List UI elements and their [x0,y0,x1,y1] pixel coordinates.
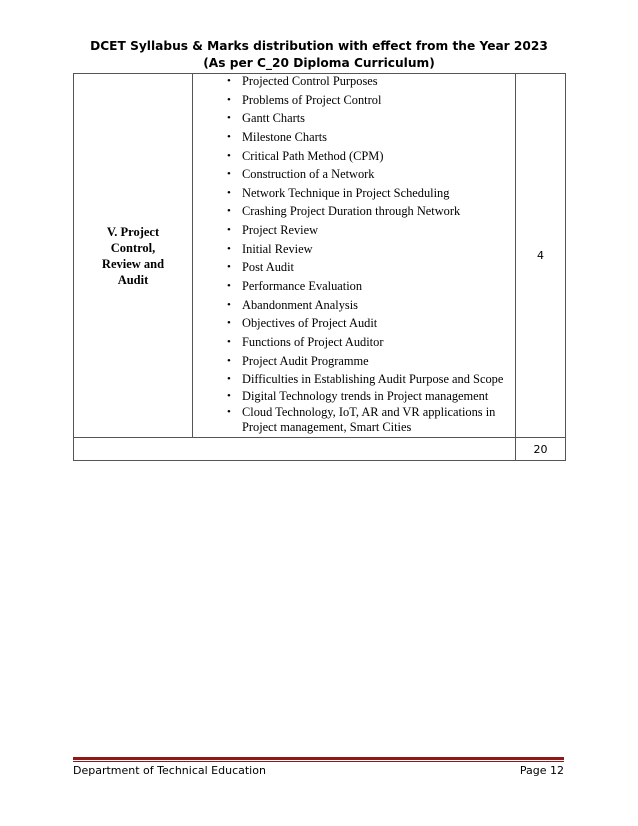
bullet-icon: • [227,335,231,348]
list-item [193,223,515,238]
topic-text: Milestone Charts [242,129,328,144]
bullet-icon: • [227,261,231,274]
topic-text: Problems of Project Control [242,92,382,107]
footer-department: Department of Technical Education [73,764,266,777]
topics-list [193,74,515,435]
hours-cell: 4 [516,74,566,438]
topic-text: Abandonment Analysis [242,297,358,312]
bullet-icon: • [227,224,231,237]
topic-text: Cloud Technology, IoT, AR and VR applications in Project management, Smart Cities [242,405,496,435]
bullet-icon: • [227,93,231,106]
list-item [193,204,515,219]
topic-text: Performance Evaluation [242,279,363,294]
list-item [193,316,515,331]
list-item [193,93,515,108]
topic-text: Functions of Project Auditor [242,334,384,349]
bullet-icon: • [227,373,231,386]
topic-text: Post Audit [242,260,294,275]
table-row [74,74,566,438]
list-item [193,167,515,182]
bullet-icon: • [227,186,231,199]
total-row [74,438,566,461]
list-item [193,74,515,89]
bullet-icon: • [227,205,231,218]
topic-text: Digital Technology trends in Project management [242,388,489,403]
bullet-icon: • [227,389,231,402]
list-item [193,298,515,313]
bullet-icon: • [227,75,231,87]
bullet-icon: • [227,406,231,419]
list-item [193,149,515,164]
total-label-cell [74,438,516,461]
list-item [193,405,515,435]
list-item [193,372,515,387]
topic-text: Project Audit Programme [242,353,369,368]
unit-title-line: V. Project [106,224,160,239]
list-item [193,279,515,294]
total-cell: 20 [516,438,566,461]
unit-title-line: Review and [101,256,165,271]
list-item [193,260,515,275]
unit-title-line: Audit [117,272,149,287]
topic-text: Network Technique in Project Scheduling [242,185,450,200]
topic-text: Construction of a Network [242,167,375,182]
topic-text: Project Review [242,223,319,238]
topic-text: Critical Path Method (CPM) [242,148,384,163]
bullet-icon: • [227,168,231,181]
header-title: DCET Syllabus & Marks distribution with effect from the Year 2023 [90,39,548,53]
bullet-icon: • [227,354,231,367]
topic-text: Initial Review [242,241,313,256]
topics-cell [193,74,516,438]
syllabus-table [73,73,566,461]
bullet-icon: • [227,298,231,311]
topic-text: Objectives of Project Audit [242,316,378,331]
list-item [193,242,515,257]
unit-title-line: Control, [110,240,156,255]
topic-text: Difficulties in Establishing Audit Purpose and Scope [242,372,504,387]
list-item [193,335,515,350]
topic-text: Projected Control Purposes [242,74,378,88]
list-item [193,111,515,126]
bullet-icon: • [227,317,231,330]
bullet-icon: • [227,242,231,255]
list-item [193,130,515,145]
bullet-icon: • [227,112,231,125]
bullet-icon: • [227,130,231,143]
list-item [193,186,515,201]
footer-divider-thin [73,761,564,762]
list-item [193,354,515,369]
unit-title-cell [74,74,193,438]
bullet-icon: • [227,149,231,162]
bullet-icon: • [227,280,231,293]
list-item [193,389,515,404]
topic-text: Gantt Charts [242,111,305,126]
page-number: Page 12 [519,764,564,777]
page-header [0,38,638,72]
topic-text: Crashing Project Duration through Network [242,204,461,219]
header-subtitle: (As per C_20 Diploma Curriculum) [203,56,435,70]
footer-divider [73,757,564,760]
